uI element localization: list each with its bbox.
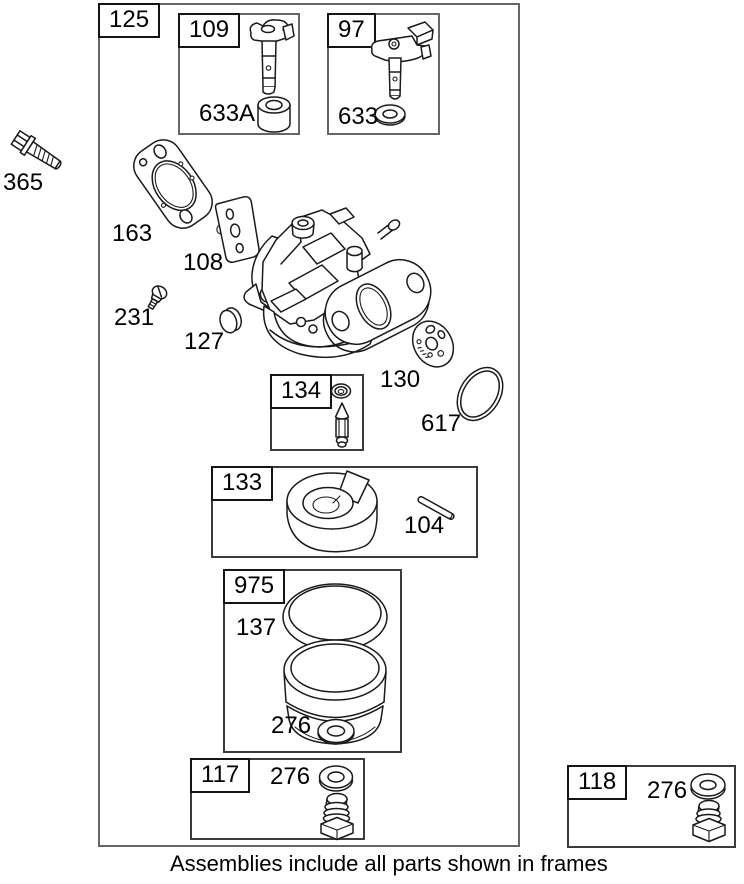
part-label-108: 108 bbox=[183, 249, 224, 276]
drain-screw-f118-drawing bbox=[693, 801, 725, 842]
inlet-seat-drawing bbox=[332, 384, 351, 398]
part-label-276-f118: 276 bbox=[647, 777, 688, 804]
bowl-washer-276-drawing bbox=[318, 720, 354, 745]
frame-975-tag: 975 bbox=[223, 569, 285, 604]
part-label-617: 617 bbox=[421, 410, 462, 437]
part-label-231: 231 bbox=[114, 304, 155, 331]
part-label-633A: 633A bbox=[199, 100, 256, 127]
frame-117-tag: 117 bbox=[190, 758, 250, 793]
part-label-276-bowl: 276 bbox=[271, 712, 312, 739]
part-label-163: 163 bbox=[112, 220, 153, 247]
throttle-shaft-drawing bbox=[250, 20, 294, 94]
frame-133-tag: 133 bbox=[211, 466, 273, 501]
bushing-633A-drawing bbox=[258, 97, 290, 132]
frame-125-tag: 125 bbox=[98, 3, 160, 38]
choke-shaft-drawing bbox=[372, 22, 433, 99]
diagram-caption: Assemblies include all parts shown in frames bbox=[170, 851, 608, 876]
part-label-104: 104 bbox=[404, 512, 445, 539]
drain-screw-f117-drawing bbox=[321, 794, 353, 840]
bolt-365-drawing bbox=[10, 129, 65, 174]
frame-134-tag: 134 bbox=[270, 374, 332, 409]
part-label-127: 127 bbox=[184, 328, 225, 355]
frame-109-tag: 109 bbox=[178, 13, 240, 48]
float-133-drawing bbox=[287, 471, 377, 552]
part-label-633: 633 bbox=[338, 103, 379, 130]
part-label-130: 130 bbox=[380, 366, 421, 393]
part-label-365: 365 bbox=[3, 169, 44, 196]
frame-118-tag: 118 bbox=[567, 765, 627, 800]
washer-276-f118-drawing bbox=[691, 774, 725, 799]
part-label-137: 137 bbox=[236, 614, 277, 641]
part-label-276-f117: 276 bbox=[270, 763, 311, 790]
washer-633-drawing bbox=[375, 105, 405, 125]
frame-97-tag: 97 bbox=[327, 13, 376, 48]
washer-276-f117-drawing bbox=[320, 766, 353, 791]
needle-valve-drawing bbox=[336, 403, 349, 447]
